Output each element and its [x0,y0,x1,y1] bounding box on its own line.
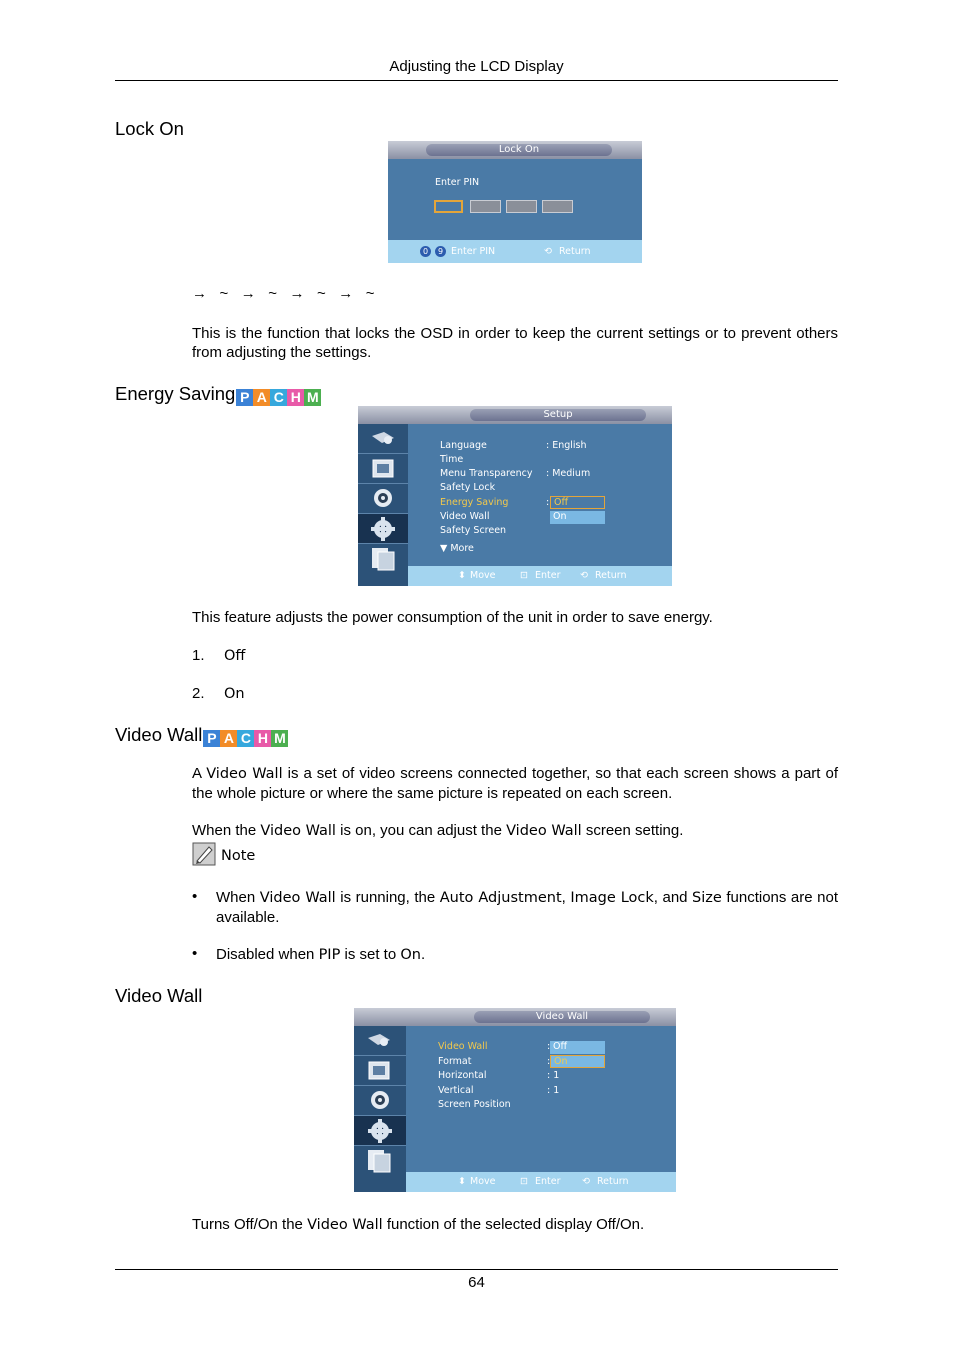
footer-move: Move [470,1176,496,1187]
badge-letter: H [287,389,304,406]
footer-return: Return [595,570,627,581]
video-wall-paragraph-2 [192,821,838,841]
section-heading-video-wall [115,724,288,747]
osd-footer [406,1172,676,1192]
input-category-icon [354,1026,406,1056]
text: , [561,889,571,906]
pin-box-3 [506,200,537,213]
setup-category-icon [354,1116,406,1146]
lock-on-description: This is the function that locks the OSD in order to keep the current settings or to prevent others from adjusting the settings. [192,325,838,361]
pin-box-2 [470,200,501,213]
badge-letter: C [270,389,287,406]
menu-item-format: Format [438,1056,472,1067]
format-colon: : [547,1056,551,1067]
osd-title: Video Wall [474,1011,650,1023]
term-image-lock: Image Lock [570,890,654,906]
header-rule [115,80,838,81]
picture-category-icon [358,454,408,484]
text: is on, you can adjust the [335,822,507,839]
bullet-video-wall-running [216,888,838,927]
video-wall-paragraph-1 [192,764,838,803]
osd-footer [408,566,672,586]
osd-footer [388,240,642,263]
badge-letter: A [253,389,270,406]
setup-category-icon [358,514,408,544]
menu-item-video-wall: Video Wall [438,1041,488,1052]
footer-enter-pin: Enter PIN [451,246,496,257]
osd-category-sidebar [358,424,408,586]
return-icon: ⟲ [582,1176,590,1187]
term-pip: PIP [318,947,341,963]
input-category-icon [358,424,408,454]
menu-item-more [440,543,474,554]
return-icon: ⟲ [580,570,588,581]
badge-letter: C [237,730,254,747]
setup-osd-screenshot [358,406,672,586]
section-heading-lock-on: Lock On [115,118,184,139]
footer-move: Move [470,570,496,581]
term-video-wall: Video Wall [260,823,336,839]
move-icon: ⬍ [458,1176,466,1187]
text: Turns Off/On the [192,1216,308,1233]
enter-pin-label: Enter PIN [435,177,480,188]
video-wall-colon: : [547,1041,551,1052]
term-size: Size [692,890,722,906]
text: , and [653,889,693,906]
term-video-wall: Video Wall [506,823,582,839]
badge-letter: P [203,730,220,747]
energy-saving-heading-text: Energy Saving [115,383,236,404]
option-on-selected: On [550,1055,605,1068]
text: function of the selected display Off/On. [382,1216,645,1233]
menu-item-horizontal: Horizontal [438,1070,487,1081]
digit-0-icon: 0 [420,246,431,257]
model-badge [236,389,321,406]
text: functions are not available. [216,889,838,926]
text: is a set of video screens connected together, so that each screen shows a part of the whole picture or where the same picture is repeated on each screen. [192,765,838,802]
text: A [192,765,207,782]
bullet-pip-disabled [216,945,838,965]
footer-enter: Enter [535,570,561,581]
osd-title: Setup [470,409,646,421]
energy-saving-colon: : [546,497,550,508]
note-pencil-icon [192,842,216,866]
note-label: Note [221,848,256,864]
text: is running, the [335,889,440,906]
text: When [216,889,260,906]
page-header-title: Adjusting the LCD Display [389,58,564,75]
badge-letter: M [304,389,321,406]
badge-letter: P [236,389,253,406]
term-auto-adjustment: Auto Adjustment [439,890,562,906]
list-number: 1. [192,647,205,664]
pin-box-4 [542,200,573,213]
text: is set to [340,946,401,963]
text: When the [192,822,261,839]
footer-return: Return [559,246,591,257]
pin-box-1 [434,200,463,213]
video-wall-heading-text: Video Wall [115,724,203,745]
osd-category-sidebar [354,1026,406,1192]
multi-control-category-icon [358,544,408,573]
menu-item-screen-position: Screen Position [438,1099,511,1110]
menu-item-vertical: Vertical [438,1085,474,1096]
multi-control-category-icon [354,1146,406,1175]
sound-category-icon [358,484,408,514]
footer-rule [115,1269,838,1270]
enter-icon: ⊡ [520,1176,528,1187]
lock-on-osd-screenshot [388,141,642,263]
term-video-wall: Video Wall [206,766,283,782]
option-off: Off [550,1041,605,1054]
note-row [192,842,255,866]
section-heading-video-wall-settings: Video Wall [115,985,203,1006]
badge-letter: H [254,730,271,747]
text: . [420,946,426,963]
picture-category-icon [354,1056,406,1086]
badge-letter: M [271,730,288,747]
return-icon: ⟲ [544,246,552,257]
bullet-marker: • [192,888,198,905]
triangle-down-icon: ▼ [440,543,448,554]
menu-item-safety-screen: Safety Screen [440,525,507,536]
model-badge [203,730,288,747]
term-on: On [400,947,421,963]
menu-item-language: Language [440,440,487,451]
sound-category-icon [354,1086,406,1116]
vertical-value: : 1 [547,1085,560,1096]
list-number: 2. [192,685,205,702]
video-wall-settings-description [192,1215,838,1235]
osd-title: Lock On [426,144,612,156]
text: screen setting. [581,822,684,839]
menu-item-energy-saving: Energy Saving [440,497,509,508]
term-video-wall: Video Wall [259,890,336,906]
lock-sequence: → ~ → ~ → ~ → ~ [192,285,375,302]
energy-saving-description: This feature adjusts the power consumption of the unit in order to save energy. [192,609,713,626]
option-off-selected: Off [550,496,605,509]
horizontal-value: : 1 [547,1070,560,1081]
transparency-value: : Medium [546,468,591,479]
video-wall-osd-screenshot [354,1008,676,1192]
list-item-on: On [224,686,245,702]
digit-9-icon: 9 [435,246,446,257]
more-label: More [450,543,474,554]
menu-item-safety-lock: Safety Lock [440,482,496,493]
badge-letter: A [220,730,237,747]
menu-item-video-wall: Video Wall [440,511,490,522]
enter-icon: ⊡ [520,570,528,581]
menu-item-time: Time [440,454,464,465]
term-video-wall: Video Wall [307,1217,383,1233]
footer-return: Return [597,1176,629,1187]
menu-item-menu-transparency: Menu Transparency [440,468,533,479]
section-heading-energy-saving [115,383,321,406]
list-item-off: Off [224,648,246,664]
footer-enter: Enter [535,1176,561,1187]
page-number: 64 [468,1274,485,1291]
move-icon: ⬍ [458,570,466,581]
bullet-marker: • [192,945,198,962]
text: Disabled when [216,946,319,963]
language-value: : English [546,440,587,451]
option-on: On [550,511,605,524]
